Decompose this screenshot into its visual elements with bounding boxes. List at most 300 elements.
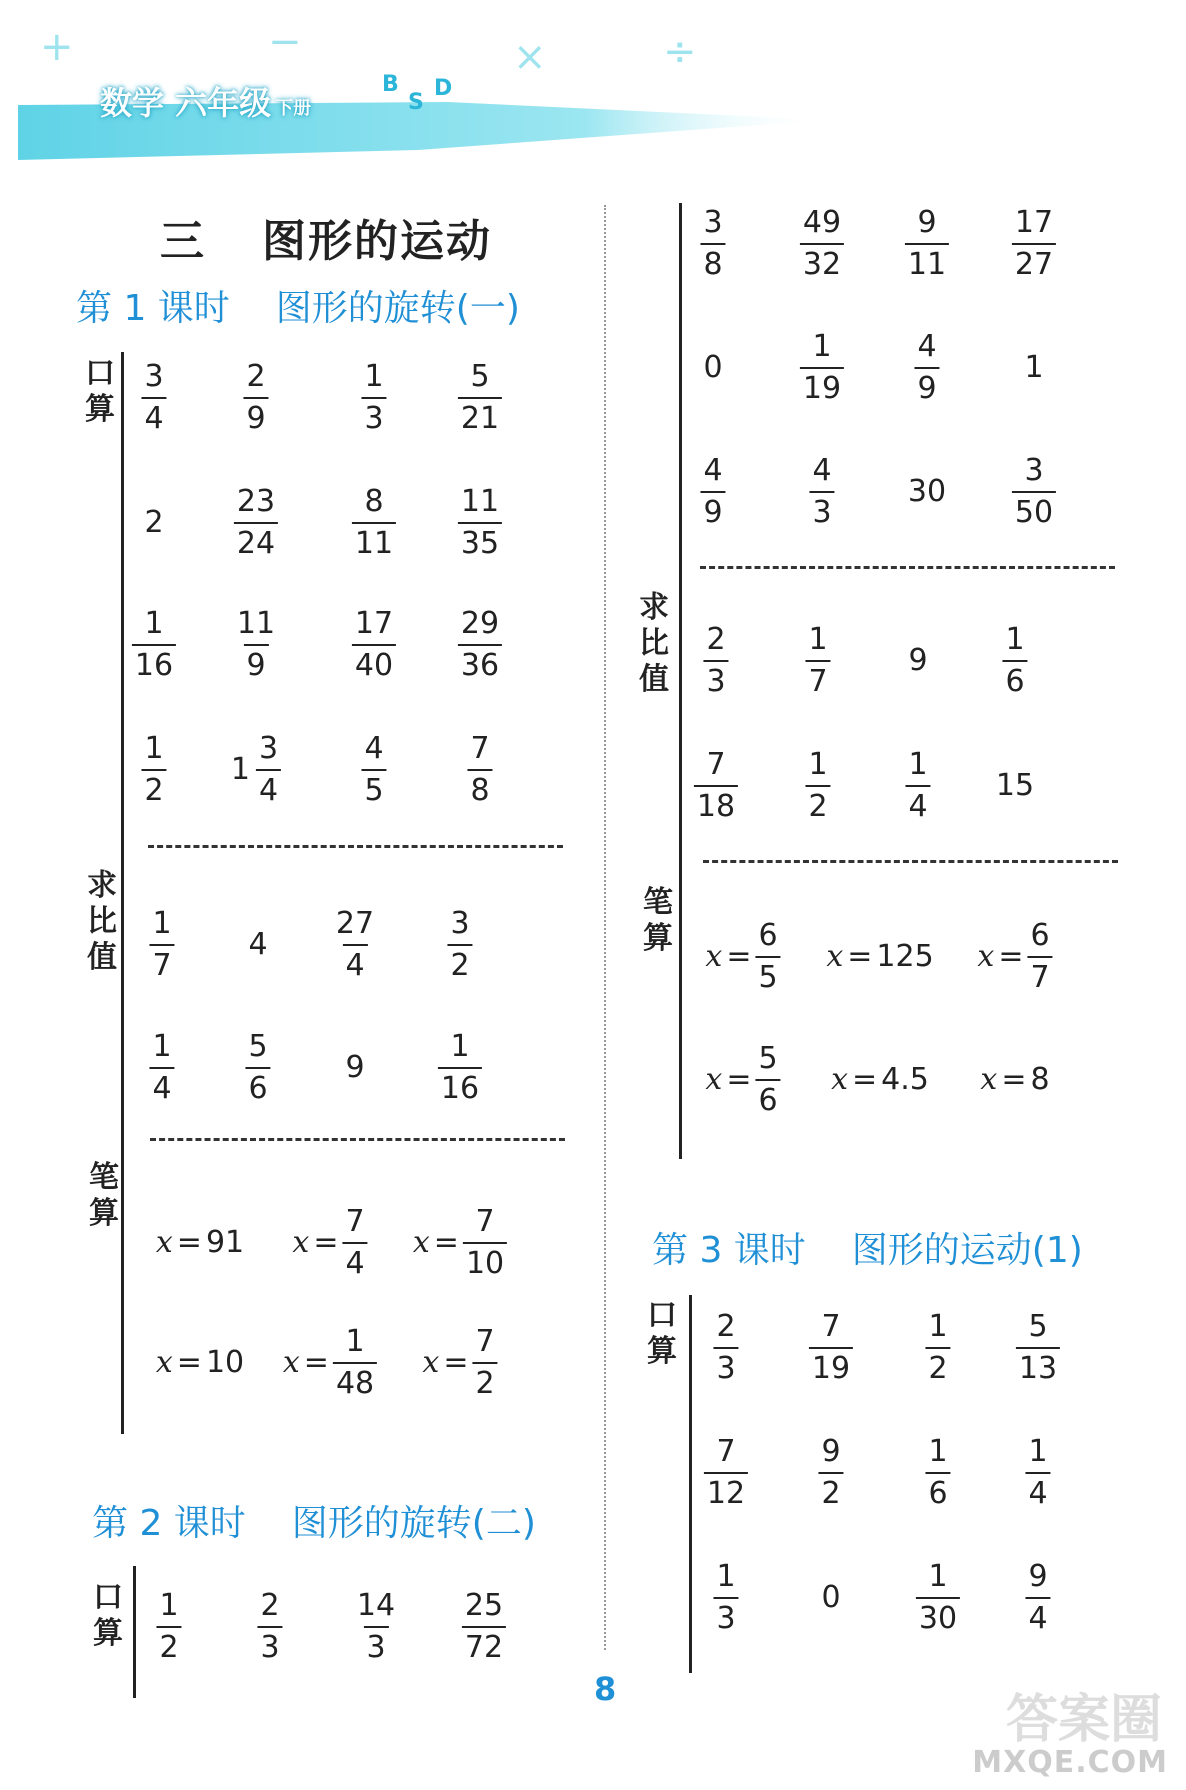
- denominator: 9: [243, 397, 268, 434]
- l1-oral-answer: [234, 484, 278, 561]
- fraction: [800, 205, 844, 282]
- fraction: [755, 1041, 780, 1118]
- denominator: 2: [472, 1362, 497, 1399]
- numerator: 1: [144, 731, 164, 766]
- numerator: 1: [928, 1559, 948, 1594]
- denominator: 2: [141, 769, 166, 806]
- denominator: 18: [694, 785, 738, 822]
- l2-oral-cont-answer: [905, 205, 949, 282]
- denominator: 50: [1012, 491, 1056, 528]
- denominator: 4: [1025, 1472, 1050, 1509]
- l2-oral-cont-answer: 1: [1024, 350, 1044, 385]
- l2-oral-answer: [462, 1588, 506, 1665]
- column-divider: [604, 205, 606, 1650]
- l2-ratio-answer: [1002, 622, 1027, 699]
- l2-oral-cont-answer: [1012, 453, 1056, 530]
- l1-oral-answer: [352, 484, 396, 561]
- l1-ratio-answer: [149, 906, 174, 983]
- denominator: 5: [755, 956, 780, 993]
- numerator: 7: [821, 1309, 841, 1344]
- fraction: [361, 359, 386, 436]
- numerator: 4: [703, 453, 723, 488]
- numerator: 2: [246, 359, 266, 394]
- numerator: 1: [928, 1309, 948, 1344]
- lesson-title: 图形的运动(1): [851, 1230, 1083, 1271]
- fraction: [713, 1559, 738, 1636]
- lesson-1-heading: [76, 280, 520, 331]
- denominator: 9: [914, 367, 939, 404]
- equals-sign: =: [303, 1345, 329, 1380]
- edition-letter-d: D: [434, 76, 453, 101]
- denominator: 10: [463, 1242, 507, 1279]
- l1-ratio-answer: [333, 906, 377, 983]
- header-subject: 数学 六年级: [100, 84, 272, 122]
- fraction: [156, 1588, 181, 1665]
- numerator: 1: [144, 606, 164, 641]
- section-label-oral: 口算: [647, 1298, 677, 1369]
- lesson-2-heading: [92, 1495, 536, 1546]
- fraction: [149, 1029, 174, 1106]
- l3-oral-answer: [809, 1309, 853, 1386]
- l1-ratio-answer: 9: [345, 1050, 365, 1085]
- variable-x: x: [705, 1062, 723, 1097]
- chapter-name: 图形的运动: [262, 216, 492, 267]
- numerator: 9: [821, 1434, 841, 1469]
- numerator: 1: [345, 1324, 365, 1359]
- equals-sign: =: [726, 1062, 752, 1097]
- fraction: [755, 918, 780, 995]
- fraction: [463, 1204, 507, 1281]
- l3-oral-answer: 0: [821, 1580, 841, 1615]
- fraction: [1025, 1559, 1050, 1636]
- denominator: 11: [352, 522, 396, 559]
- fraction: [805, 747, 830, 824]
- denominator: 3: [703, 660, 728, 697]
- denominator: 7: [805, 660, 830, 697]
- equals-sign: =: [998, 939, 1024, 974]
- equals-sign: =: [847, 939, 873, 974]
- fraction: [818, 1434, 843, 1511]
- l3-oral-answer: [925, 1309, 950, 1386]
- numerator: 6: [758, 918, 778, 953]
- fraction: [352, 606, 396, 683]
- l1-oral-answer: [132, 606, 176, 683]
- numerator: 4: [917, 329, 937, 364]
- l3-oral-answer: [713, 1309, 738, 1386]
- lesson-label: 第 2 课时: [92, 1503, 246, 1544]
- denominator: 6: [245, 1067, 270, 1104]
- numerator: 7: [706, 747, 726, 782]
- l2-oral-cont-answer: [800, 329, 844, 406]
- fraction: [914, 329, 939, 406]
- section-label-ratio: 求比值: [639, 590, 669, 697]
- variable-x: x: [282, 1345, 300, 1380]
- l1-oral-answer: [458, 606, 502, 683]
- fraction: [132, 606, 176, 683]
- fraction: [809, 1309, 853, 1386]
- fraction: [333, 1324, 377, 1401]
- numerator: 3: [703, 205, 723, 240]
- fraction: [458, 484, 502, 561]
- l2-oral-cont-answer: [1012, 205, 1056, 282]
- fraction: [905, 747, 930, 824]
- l2-written-answer: x = 4.5: [831, 1062, 929, 1097]
- section-divider: [700, 566, 1115, 569]
- denominator: 6: [755, 1079, 780, 1116]
- section-label-oral: 口算: [85, 356, 115, 427]
- denominator: 4: [256, 769, 281, 806]
- fraction: [438, 1029, 482, 1106]
- numerator: 27: [335, 906, 375, 941]
- denominator: 48: [333, 1362, 377, 1399]
- l1-oral-answer: [458, 359, 502, 436]
- lesson-3-heading: [652, 1222, 1083, 1273]
- numerator: 3: [1024, 453, 1044, 488]
- l2-oral-cont-answer: [914, 329, 939, 406]
- fraction: [447, 906, 472, 983]
- equals-sign: =: [852, 1062, 878, 1097]
- l1-oral-answer: [458, 484, 502, 561]
- denominator: 2: [156, 1626, 181, 1663]
- l2-ratio-answer: [694, 747, 738, 824]
- edition-letter-s: S: [408, 90, 424, 115]
- header-volume: 下册: [275, 98, 312, 119]
- fraction: [149, 906, 174, 983]
- l1-oral-answer: [141, 359, 166, 436]
- variable-x: x: [155, 1345, 173, 1380]
- left-column-rule: [121, 352, 124, 1434]
- denominator: 72: [462, 1626, 506, 1663]
- fraction: [703, 622, 728, 699]
- fraction: [700, 205, 725, 282]
- section-label-written: 笔算: [89, 1160, 119, 1231]
- denominator: 7: [149, 944, 174, 981]
- l1-ratio-answer: [149, 1029, 174, 1106]
- denominator: 16: [132, 644, 176, 681]
- variable-x: x: [980, 1062, 998, 1097]
- l2-oral-cont-answer: [700, 453, 725, 530]
- denominator: 2: [818, 1472, 843, 1509]
- fraction: [257, 1588, 282, 1665]
- denominator: 4: [149, 1067, 174, 1104]
- l2-oral-answer: [354, 1588, 398, 1665]
- denominator: 3: [713, 1347, 738, 1384]
- l2-written-answer: [705, 918, 780, 995]
- l1-written-answer: x = 10: [155, 1345, 245, 1380]
- variable-x: x: [292, 1225, 310, 1260]
- equals-sign: =: [443, 1345, 469, 1380]
- section-divider: [148, 845, 563, 848]
- l1-written-answer: x = 91: [155, 1225, 245, 1260]
- right-column-rule: [679, 203, 682, 1159]
- denominator: 4: [1025, 1597, 1050, 1634]
- numerator: 1: [364, 359, 384, 394]
- denominator: 8: [467, 769, 492, 806]
- denominator: 16: [438, 1067, 482, 1104]
- l1-oral-answer: [141, 731, 166, 808]
- l1-written-answer: [292, 1204, 367, 1281]
- equals-sign: =: [313, 1225, 339, 1260]
- svg-text:−: −: [268, 19, 302, 65]
- svg-text:÷: ÷: [663, 29, 697, 75]
- numerator: 7: [716, 1434, 736, 1469]
- fraction: [141, 731, 166, 808]
- l2-oral-cont-answer: [800, 205, 844, 282]
- l2-written-answer: [977, 918, 1052, 995]
- lesson-title: 图形的旋转(二): [291, 1503, 536, 1544]
- edition-letter-b: B: [382, 72, 399, 97]
- l1-oral-answer: [467, 731, 492, 808]
- fraction: [234, 484, 278, 561]
- fraction: [809, 453, 834, 530]
- fraction: [354, 1588, 398, 1665]
- svg-text:+: +: [40, 24, 74, 70]
- numerator: 25: [464, 1588, 504, 1623]
- numerator: 8: [364, 484, 384, 519]
- numerator: 2: [706, 622, 726, 657]
- l2-ratio-answer: [905, 747, 930, 824]
- section-divider: [703, 860, 1118, 863]
- denominator: 2: [925, 1347, 950, 1384]
- fraction: [342, 1204, 367, 1281]
- fraction: [694, 747, 738, 824]
- l3-oral-answer: [916, 1559, 960, 1636]
- lesson-title: 图形的旋转(一): [275, 288, 520, 329]
- numerator: 7: [470, 731, 490, 766]
- fraction: [245, 1029, 270, 1106]
- l3-oral-answer: [713, 1559, 738, 1636]
- denominator: 4: [141, 397, 166, 434]
- numerator: 1: [450, 1029, 470, 1064]
- l2-oral-cont-answer: 0: [703, 350, 723, 385]
- numerator: 4: [812, 453, 832, 488]
- l2-oral-cont-answer: [809, 453, 834, 530]
- l1-oral-answer: 1 $\frac{3}{4}$: [231, 734, 281, 806]
- denominator: 30: [916, 1597, 960, 1634]
- l3-oral-answer: [1025, 1434, 1050, 1511]
- numerator: 7: [475, 1324, 495, 1359]
- l2-written-answer: x = 8: [980, 1062, 1050, 1097]
- svg-text:×: ×: [513, 34, 547, 80]
- numerator: 1: [812, 329, 832, 364]
- numerator: 11: [236, 606, 276, 641]
- l2-ratio-answer: [703, 622, 728, 699]
- l1-oral-answer: [352, 606, 396, 683]
- numerator: 49: [802, 205, 842, 240]
- fraction: [458, 359, 502, 436]
- numerator: 2: [716, 1309, 736, 1344]
- numerator: 2: [260, 1588, 280, 1623]
- l3-oral-answer: [1025, 1559, 1050, 1636]
- l2-oral-answer: [257, 1588, 282, 1665]
- denominator: 9: [700, 491, 725, 528]
- numerator: 11: [460, 484, 500, 519]
- l1-written-answer: [282, 1324, 377, 1401]
- denominator: 27: [1012, 243, 1056, 280]
- l1-ratio-answer: [447, 906, 472, 983]
- denominator: 6: [925, 1472, 950, 1509]
- denominator: 4: [342, 1242, 367, 1279]
- numerator: 17: [1014, 205, 1054, 240]
- denominator: 4: [905, 785, 930, 822]
- variable-x: x: [422, 1345, 440, 1380]
- denominator: 3: [361, 397, 386, 434]
- page-number: 8: [594, 1670, 617, 1708]
- numerator: 5: [248, 1029, 268, 1064]
- l3-oral-answer: [925, 1434, 950, 1511]
- l2-oral-answer: [156, 1588, 181, 1665]
- fraction: [700, 453, 725, 530]
- numerator: 1: [1028, 1434, 1048, 1469]
- numerator: 3: [144, 359, 164, 394]
- lesson-3-rule: [689, 1295, 692, 1673]
- l1-oral-answer: 2: [144, 505, 164, 540]
- variable-x: x: [412, 1225, 430, 1260]
- section-divider: [150, 1138, 565, 1141]
- fraction: [458, 606, 502, 683]
- variable-x: x: [155, 1225, 173, 1260]
- numerator: 29: [460, 606, 500, 641]
- lesson-2-rule: [133, 1566, 136, 1698]
- l1-written-answer: [412, 1204, 507, 1281]
- fraction: [256, 731, 281, 808]
- l2-ratio-answer: 15: [995, 768, 1035, 803]
- denominator: 11: [905, 243, 949, 280]
- denominator: 5: [361, 769, 386, 806]
- l1-oral-answer: [361, 359, 386, 436]
- fraction: [1025, 1434, 1050, 1511]
- section-label-oral: 口算: [93, 1580, 123, 1651]
- denominator: 2: [805, 785, 830, 822]
- l2-oral-cont-answer: 30: [907, 474, 947, 509]
- denominator: 13: [1016, 1347, 1060, 1384]
- denominator: 3: [713, 1597, 738, 1634]
- fraction: [1002, 622, 1027, 699]
- watermark-logo: 答案圈: [1005, 1690, 1162, 1750]
- l1-oral-answer: [243, 359, 268, 436]
- fraction: [805, 622, 830, 699]
- denominator: 19: [800, 367, 844, 404]
- fraction: [467, 731, 492, 808]
- variable-x: x: [826, 939, 844, 974]
- fraction: [462, 1588, 506, 1665]
- numerator: 23: [236, 484, 276, 519]
- fraction: [352, 484, 396, 561]
- l1-ratio-answer: 4: [248, 927, 268, 962]
- denominator: 36: [458, 644, 502, 681]
- l1-oral-answer: [234, 606, 278, 683]
- chapter-title: [160, 205, 492, 269]
- numerator: 6: [1030, 918, 1050, 953]
- section-label-written: 笔算: [643, 885, 673, 956]
- numerator: 9: [917, 205, 937, 240]
- denominator: 35: [458, 522, 502, 559]
- header-title: [100, 78, 311, 124]
- numerator: 1: [159, 1588, 179, 1623]
- denominator: 2: [447, 944, 472, 981]
- l2-written-answer: x = 125: [826, 939, 934, 974]
- fraction: [916, 1559, 960, 1636]
- fraction: [1012, 205, 1056, 282]
- fraction: [925, 1434, 950, 1511]
- l1-written-answer: [422, 1324, 497, 1401]
- denominator: 8: [700, 243, 725, 280]
- numerator: 1: [908, 747, 928, 782]
- numerator: 17: [354, 606, 394, 641]
- l3-oral-answer: [704, 1434, 748, 1511]
- denominator: 6: [1002, 660, 1027, 697]
- l2-ratio-answer: [805, 747, 830, 824]
- denominator: 3: [257, 1626, 282, 1663]
- denominator: 32: [800, 243, 844, 280]
- l2-oral-cont-answer: [700, 205, 725, 282]
- l1-oral-answer: [361, 731, 386, 808]
- fraction: [800, 329, 844, 406]
- fraction: [1027, 918, 1052, 995]
- fraction: [925, 1309, 950, 1386]
- numerator: 7: [475, 1204, 495, 1239]
- numerator: 1: [808, 622, 828, 657]
- numerator: 3: [259, 731, 279, 766]
- equals-sign: =: [433, 1225, 459, 1260]
- denominator: 9: [243, 644, 268, 681]
- numerator: 7: [345, 1204, 365, 1239]
- numerator: 5: [470, 359, 490, 394]
- section-label-ratio: 求比值: [87, 868, 117, 975]
- l3-oral-answer: [1016, 1309, 1060, 1386]
- lesson-label: 第 3 课时: [652, 1230, 806, 1271]
- equals-sign: =: [1001, 1062, 1027, 1097]
- denominator: 4: [342, 944, 367, 981]
- l2-ratio-answer: 9: [908, 643, 928, 678]
- denominator: 3: [363, 1626, 388, 1663]
- numerator: 1: [152, 1029, 172, 1064]
- fraction: [333, 906, 377, 983]
- denominator: 24: [234, 522, 278, 559]
- fraction: [472, 1324, 497, 1401]
- numerator: 1: [808, 747, 828, 782]
- denominator: 40: [352, 644, 396, 681]
- l2-ratio-answer: [805, 622, 830, 699]
- denominator: 7: [1027, 956, 1052, 993]
- numerator: 4: [364, 731, 384, 766]
- numerator: 1: [928, 1434, 948, 1469]
- fraction: [243, 359, 268, 436]
- chapter-number: 三: [160, 216, 206, 267]
- fraction: [1016, 1309, 1060, 1386]
- equals-sign: =: [176, 1345, 202, 1380]
- l3-oral-answer: [818, 1434, 843, 1511]
- numerator: 1: [152, 906, 172, 941]
- l1-ratio-answer: [245, 1029, 270, 1106]
- numerator: 1: [1005, 622, 1025, 657]
- equals-sign: =: [726, 939, 752, 974]
- watermark-url: MXQE.COM: [972, 1745, 1168, 1780]
- equals-sign: =: [176, 1225, 202, 1260]
- denominator: 21: [458, 397, 502, 434]
- fraction: [361, 731, 386, 808]
- variable-x: x: [705, 939, 723, 974]
- lesson-label: 第 1 课时: [76, 288, 230, 329]
- l2-written-answer: [705, 1041, 780, 1118]
- variable-x: x: [977, 939, 995, 974]
- denominator: 12: [704, 1472, 748, 1509]
- fraction: [141, 359, 166, 436]
- denominator: 19: [809, 1347, 853, 1384]
- numerator: 5: [1028, 1309, 1048, 1344]
- fraction: [234, 606, 278, 683]
- fraction: [1012, 453, 1056, 530]
